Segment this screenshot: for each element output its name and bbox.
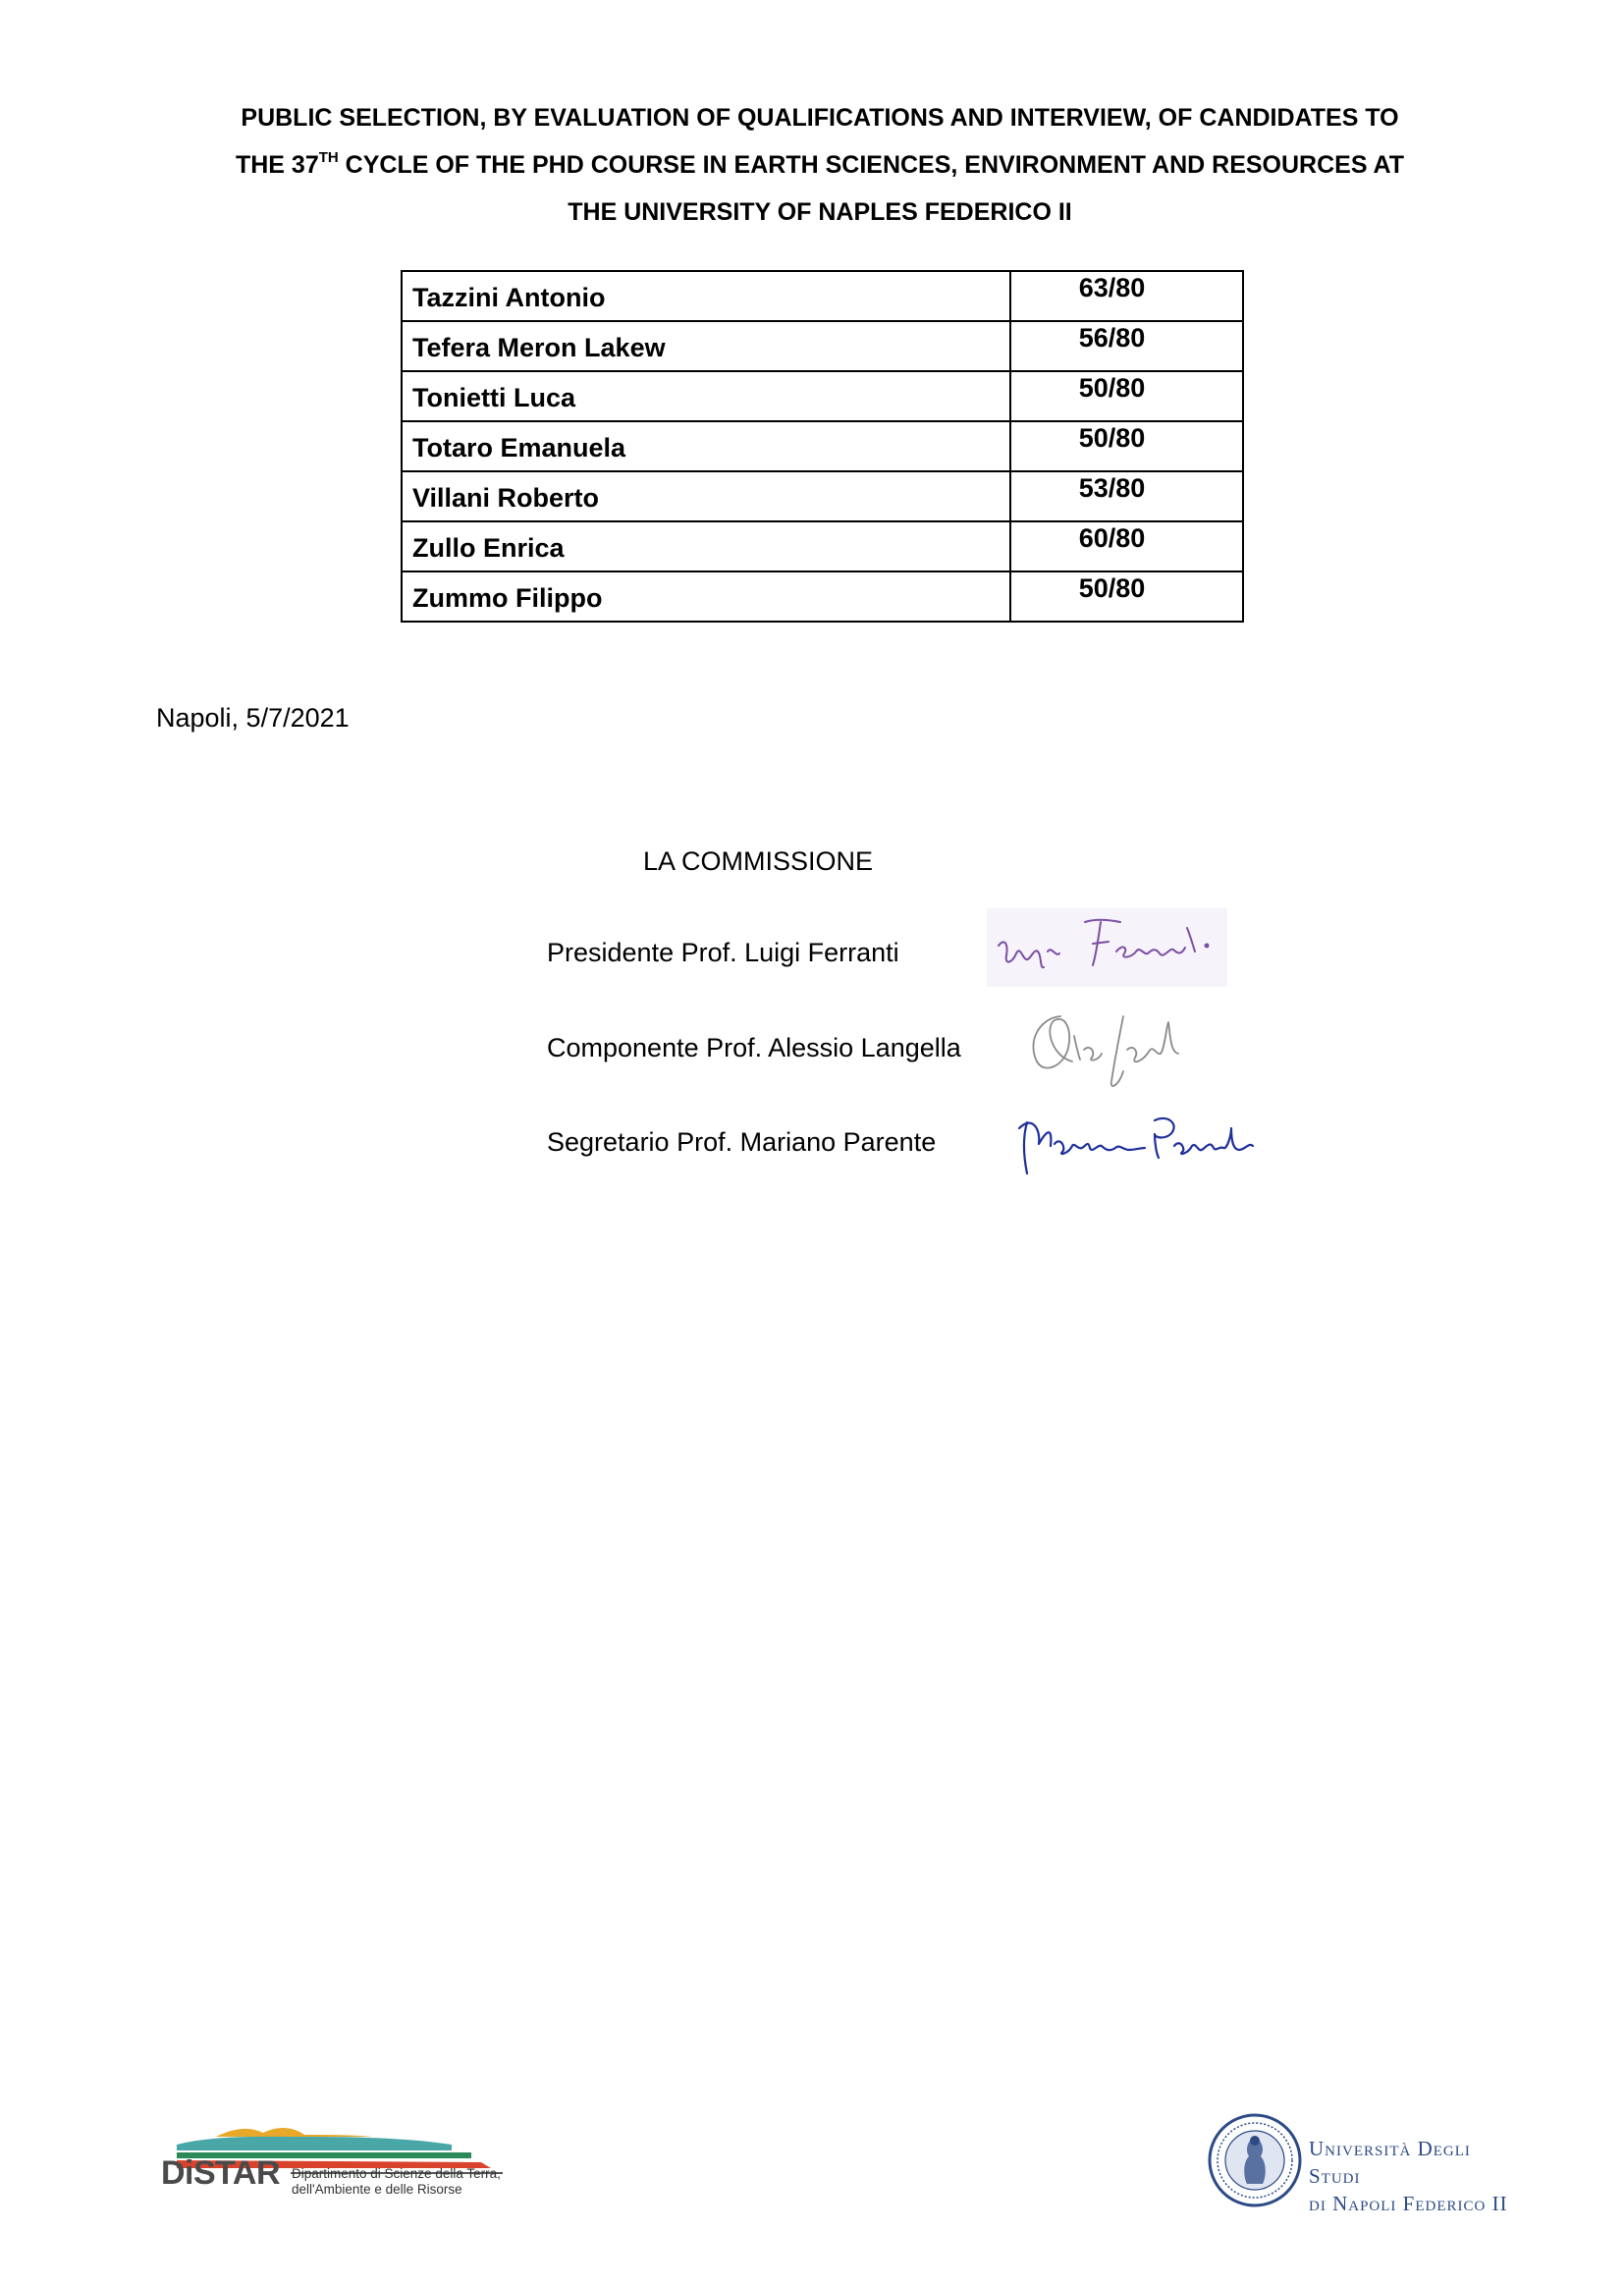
title-line-2	[137, 141, 1502, 189]
candidate-name: Tonietti Luca	[402, 371, 1010, 421]
member-president: Presidente Prof. Luigi Ferranti	[547, 938, 899, 967]
place-date: Napoli, 5/7/2021	[156, 703, 350, 733]
title-line-2-end: CYCLE OF THE PHD COURSE IN EARTH SCIENCES, ENVIRONMENT AND RESOURCES AT	[338, 151, 1405, 179]
title-line-2-start: THE 37	[235, 151, 319, 179]
university-seal-icon	[1206, 2111, 1304, 2209]
signature-parente	[1009, 1105, 1260, 1183]
title-line-1: PUBLIC SELECTION, BY EVALUATION OF QUALIFICATIONS AND INTERVIEW, OF CANDIDATES TO	[241, 104, 1399, 132]
title-line-3: THE UNIVERSITY OF NAPLES FEDERICO II	[568, 198, 1072, 226]
candidate-name: Zullo Enrica	[402, 521, 1010, 571]
member-secretary: Segretario Prof. Mariano Parente	[547, 1127, 937, 1157]
title-superscript: TH	[318, 149, 339, 166]
table-row	[402, 321, 1243, 371]
candidate-name: Tazzini Antonio	[402, 271, 1010, 321]
distar-subtitle-line-2: dell'Ambiente e delle Risorse	[292, 2182, 462, 2197]
distar-wordmark: DiSTAR	[161, 2154, 281, 2192]
unina-name	[1309, 2135, 1520, 2217]
distar-subtitle-line-1: Dipartimento di Scienze della Terra,	[292, 2166, 501, 2181]
unina-logo	[1206, 2111, 1520, 2215]
candidate-score: 53/80	[1010, 471, 1243, 521]
signature-langella	[1021, 997, 1198, 1095]
candidate-name: Villani Roberto	[402, 471, 1010, 521]
table-row	[402, 571, 1243, 622]
distar-logo	[157, 2101, 511, 2209]
unina-name-line-1: Università Degli Studi	[1309, 2137, 1471, 2188]
table-row	[402, 521, 1243, 571]
document-title	[137, 94, 1502, 236]
signature-ferranti	[987, 908, 1227, 987]
candidate-name: Tefera Meron Lakew	[402, 321, 1010, 371]
candidate-name: Zummo Filippo	[402, 571, 1010, 622]
table-row	[402, 371, 1243, 421]
distar-subtitle	[292, 2166, 501, 2198]
results-table	[401, 270, 1244, 623]
unina-name-line-2: di Napoli Federico II	[1309, 2192, 1508, 2215]
candidate-score: 56/80	[1010, 321, 1243, 371]
candidate-score: 50/80	[1010, 371, 1243, 421]
candidate-score: 50/80	[1010, 571, 1243, 622]
member-component: Componente Prof. Alessio Langella	[547, 1033, 961, 1062]
candidate-score: 60/80	[1010, 521, 1243, 571]
candidate-name: Totaro Emanuela	[402, 421, 1010, 471]
candidate-score: 63/80	[1010, 271, 1243, 321]
table-row	[402, 471, 1243, 521]
table-row	[402, 271, 1243, 321]
candidate-score: 50/80	[1010, 421, 1243, 471]
commission-heading: LA COMMISSIONE	[643, 846, 874, 876]
table-row	[402, 421, 1243, 471]
